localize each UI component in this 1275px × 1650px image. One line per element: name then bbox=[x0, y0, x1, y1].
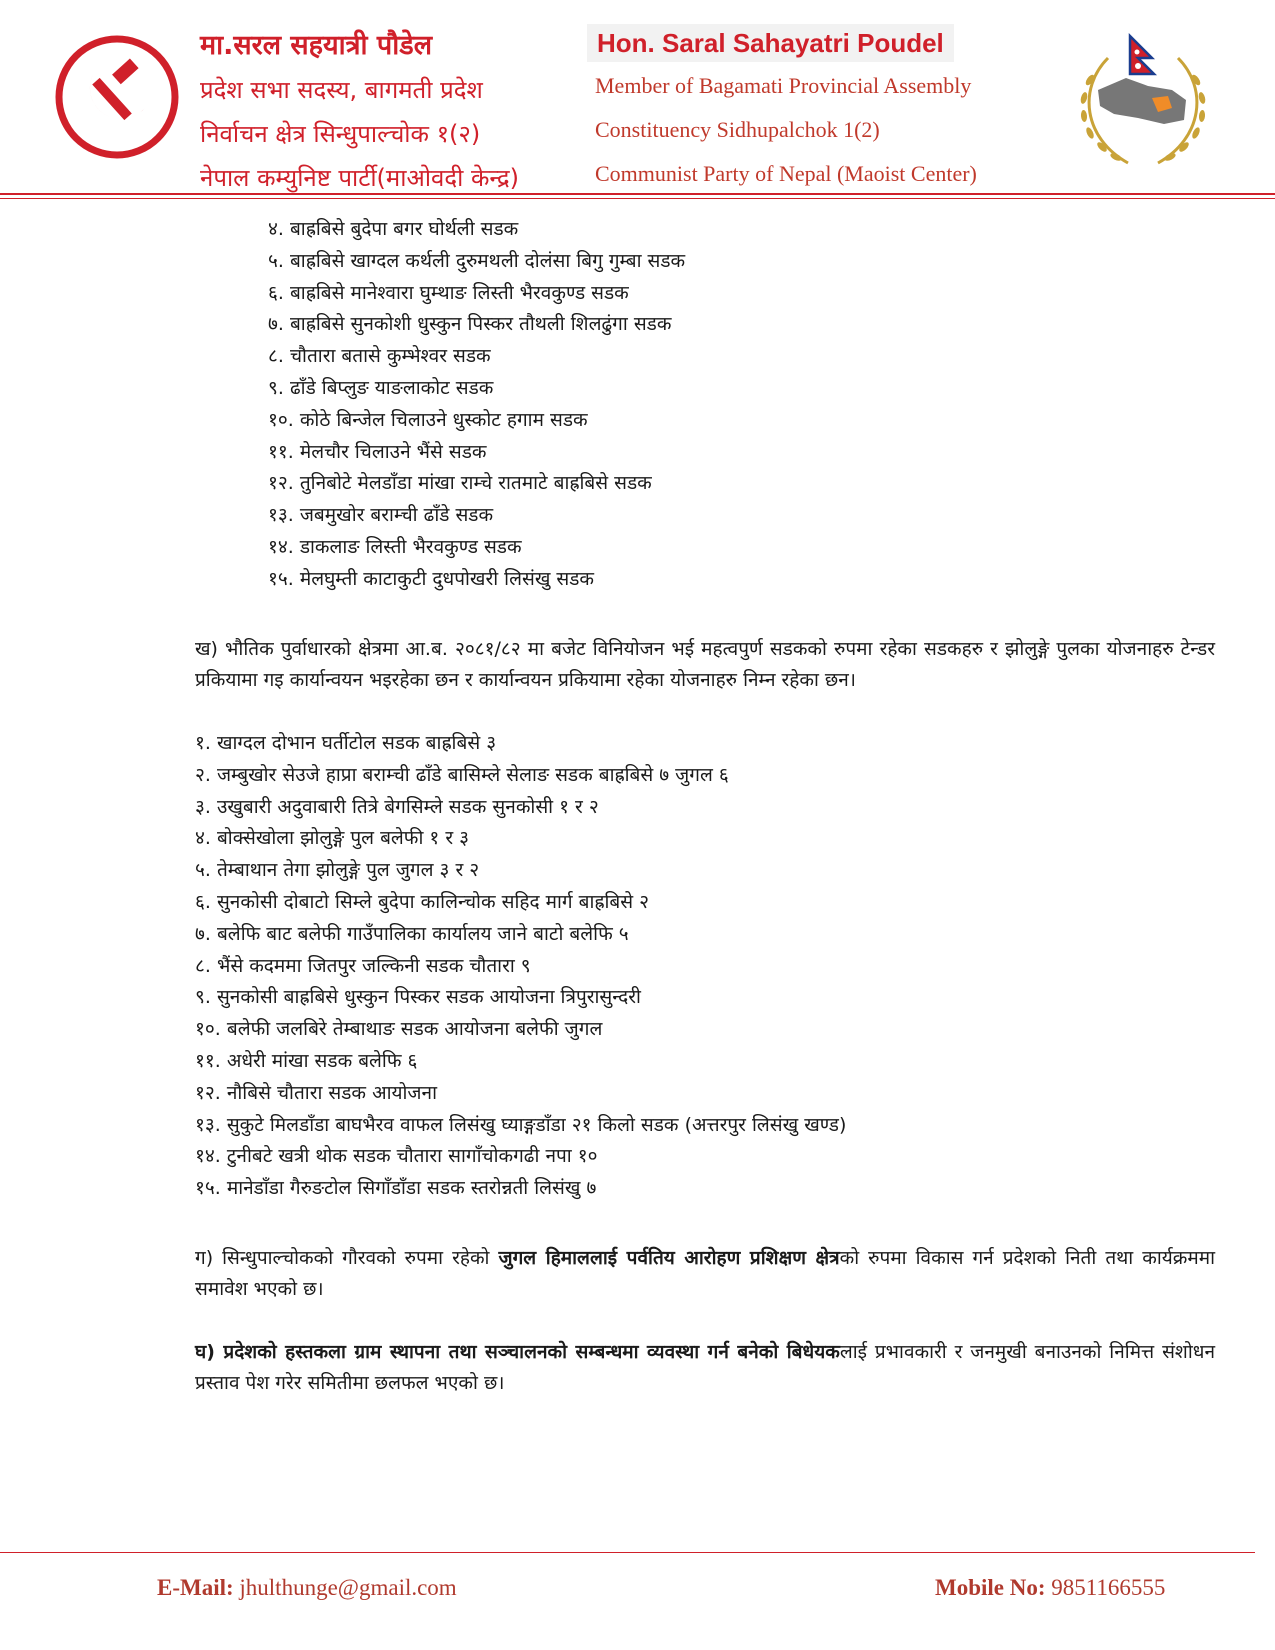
paragraph-gha-highlight: घ) प्रदेशको हस्तकला ग्राम स्थापना तथा सञ्चालनको सम्बन्धमा व्यवस्था गर्न बनेको बिधेयक bbox=[195, 1341, 840, 1363]
letterhead bbox=[0, 0, 1275, 200]
list-item: ४. बाह्रबिसे बुदेपा बगर घोर्थली सडक bbox=[268, 218, 519, 240]
constituency-english: Constituency Sidhupalchok 1(2) bbox=[595, 117, 880, 142]
list-item: १२. नौबिसे चौतारा सडक आयोजना bbox=[195, 1081, 437, 1104]
paragraph-ga-rest: को रुपमा विकास गर्न प्रदेशको निती तथा कार्यक्रममा समावेश भएको छ। bbox=[195, 1247, 1216, 1300]
list-item: ७. बलेफि बाट बलेफी गाउँपालिका कार्यालय जाने बाटो बलेफि ५ bbox=[195, 922, 629, 945]
list-item: ८. चौतारा बतासे कुम्भेश्वर सडक bbox=[268, 345, 491, 368]
list-item: १२. तुनिबोटे मेलडाँडा मांखा राम्चे रातमाटे बाह्रबिसे सडक bbox=[268, 472, 652, 495]
list-item: १३. जबमुखोर बराम्ची ढाँडे सडक bbox=[268, 504, 494, 527]
list-item: १३. सुकुटे मिलडाँडा बाघभैरव वाफल लिसंखु घ्याङ्गडाँडा २१ किलो सडक (अत्तरपुर लिसंखु खण्ड) bbox=[195, 1113, 847, 1136]
mobile-number: 9851166555 bbox=[1051, 1575, 1166, 1600]
list-item: ६. सुनकोसी दोबाटो सिम्ले बुदेपा कालिन्चोक सहिद मार्ग बाह्रबिसे २ bbox=[195, 890, 650, 913]
list-item: १४. टुनीबटे खत्री थोक सडक चौतारा सागाँचोकगढी नपा १० bbox=[195, 1145, 598, 1168]
project-list bbox=[195, 728, 1195, 1205]
list-item: ४. बोक्सेखोला झोलुङ्गे पुल बलेफी १ र ३ bbox=[195, 827, 470, 850]
party-nepali: नेपाल कम्युनिष्ट पार्टी(माओवदी केन्द्र) bbox=[200, 164, 519, 192]
list-item: ८. भैंसे कदममा जितपुर जल्किनी सडक चौतारा ९ bbox=[195, 954, 531, 977]
header-divider bbox=[0, 193, 1275, 195]
list-item: ७. बाह्रबिसे सुनकोशी धुस्कुन पिस्कर तौथली शिलढुंगा सडक bbox=[268, 313, 672, 336]
list-item: ११. मेलचौर चिलाउने भैंसे सडक bbox=[268, 440, 487, 463]
list-item: १०. कोठे बिन्जेल चिलाउने धुस्कोट हगाम सडक bbox=[268, 408, 588, 431]
party-logo-icon bbox=[55, 35, 179, 159]
english-header-block bbox=[595, 24, 1065, 196]
nepal-emblem-icon bbox=[1068, 28, 1218, 178]
email-label: E-Mail: bbox=[157, 1575, 234, 1600]
list-item: ५. तेम्बाथान तेगा झोलुङ्गे पुल जुगल ३ र २ bbox=[195, 859, 480, 882]
list-item: ११. अधेरी मांखा सडक बलेफि ६ bbox=[195, 1049, 418, 1072]
paragraph-gha-rest: लाई प्रभावकारी र जनमुखी बनाउनको निमित्त संशोधन प्रस्ताव पेश गरेर समितीमा छलफल भएको छ। bbox=[195, 1341, 1215, 1394]
list-item: १४. डाकलाङ लिस्ती भैरवकुण्ड सडक bbox=[268, 535, 522, 558]
party-english: Communist Party of Nepal (Maoist Center) bbox=[595, 161, 977, 186]
list-item: २. जम्बुखोर सेउजे हाप्रा बराम्ची ढाँडे बासिम्ले सेलाङ सडक बाह्रबिसे ७ जुगल ६ bbox=[195, 763, 729, 786]
footer-email bbox=[157, 1575, 457, 1601]
constituency-nepali: निर्वाचन क्षेत्र सिन्धुपाल्चोक १(२) bbox=[200, 120, 481, 148]
list-item: १०. बलेफी जलबिरे तेम्बाथाङ सडक आयोजना बलेफी जुगल bbox=[195, 1018, 603, 1041]
list-item: १५. मानेडाँडा गैरुङटोल सिगाँडाँडा सडक स्तरोन्नती लिसंखु ७ bbox=[195, 1177, 597, 1200]
email-address[interactable]: jhulthunge@gmail.com bbox=[239, 1575, 457, 1600]
list-item: ३. उखुबारी अदुवाबारी तित्रे बेगसिम्ले सडक सुनकोसी १ र २ bbox=[195, 795, 599, 818]
list-item: १. खाग्दल दोभान घर्तीटोल सडक बाह्रबिसे ३ bbox=[195, 732, 497, 754]
list-item: ६. बाह्रबिसे मानेश्वारा घुम्थाङ लिस्ती भैरवकुण्ड सडक bbox=[268, 281, 629, 304]
paragraph-gha bbox=[195, 1337, 1215, 1399]
road-list-continued bbox=[268, 214, 1168, 596]
paragraph-ga bbox=[195, 1243, 1215, 1305]
list-item: १५. मेलघुम्ती काटाकुटी दुधपोखरी लिसंखु सडक bbox=[268, 567, 595, 590]
footer-divider bbox=[0, 1552, 1255, 1553]
list-item: ९. सुनकोसी बाह्रबिसे धुस्कुन पिस्कर सडक आयोजना त्रिपुरासुन्दरी bbox=[195, 986, 641, 1009]
footer-mobile bbox=[935, 1575, 1165, 1601]
mobile-label: Mobile No: bbox=[935, 1575, 1046, 1600]
nepali-header-block bbox=[200, 24, 580, 200]
member-name-english: Hon. Saral Sahayatri Poudel bbox=[587, 24, 954, 62]
designation-nepali: प्रदेश सभा सदस्य, बागमती प्रदेश bbox=[200, 76, 483, 104]
header-divider-thin bbox=[0, 198, 1275, 199]
list-item: ५. बाह्रबिसे खाग्दल कर्थली दुरुमथली दोलंसा बिगु गुम्बा सडक bbox=[268, 249, 686, 272]
paragraph-ga-highlight: जुगल हिमाललाई पर्वतिय आरोहण प्रशिक्षण क्षेत्र bbox=[498, 1247, 840, 1269]
member-name-nepali: मा.सरल सहयात्री पौडेल bbox=[200, 30, 433, 61]
list-item: ९. ढाँडे बिप्लुङ याङलाकोट सडक bbox=[268, 376, 494, 399]
designation-english: Member of Bagamati Provincial Assembly bbox=[595, 73, 972, 98]
paragraph-ga-intro: ग) सिन्धुपाल्चोकको गौरवको रुपमा रहेको bbox=[195, 1247, 499, 1269]
paragraph-kha: ख) भौतिक पुर्वाधारको क्षेत्रमा आ.ब. २०८१/८२ मा बजेट विनियोजन भई महत्वपुर्ण सडकको रुपमा रहेका सडकहरु र झोलुङ्गे पुलका योजनाहरु टेन्डर प्रकियामा गइ कार्यान्वयन भइरहेका छन र कार्यान्वयन प्रकियामा रहेका योजनाहरु निम्न रहेका छन। bbox=[195, 638, 1215, 691]
